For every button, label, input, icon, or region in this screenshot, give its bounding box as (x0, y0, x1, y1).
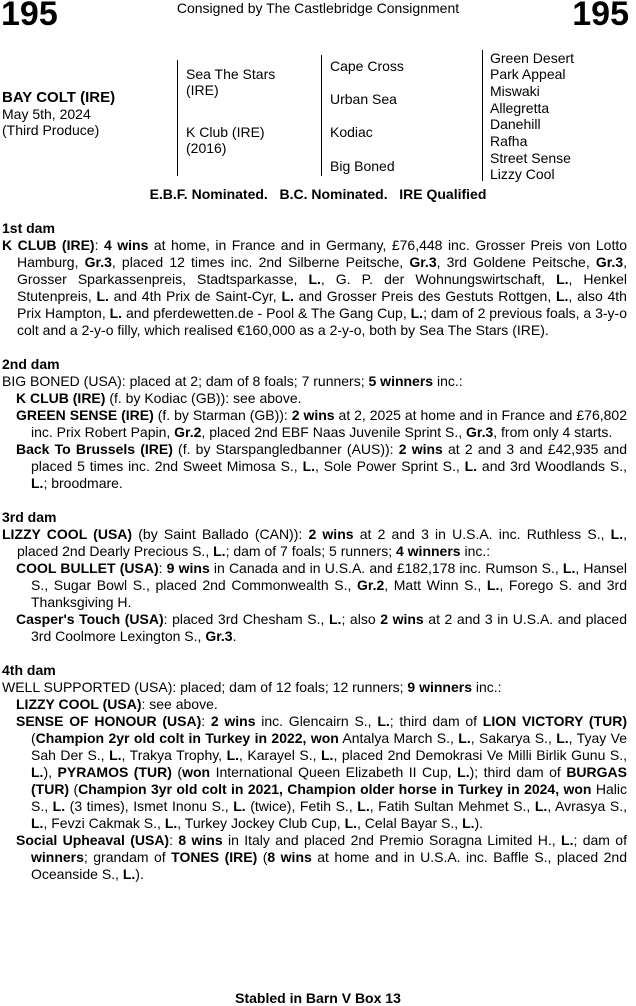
text-run: and 4th Prix de Saint-Cyr, (108, 288, 282, 304)
text-run: , Henkel Stutenpreis, (17, 271, 628, 304)
bold-text: L. (31, 475, 44, 491)
bold-text: K CLUB (IRE) (2, 237, 95, 253)
text-run: ). (135, 866, 144, 882)
pedigree-g3-5: Danehill (490, 116, 541, 132)
text-run: Halic S., (31, 781, 627, 814)
pedigree-entry (2, 696, 627, 713)
text-run: , Hansel S., Sugar Bowl S., placed 2nd Commonwealth S., (31, 560, 628, 593)
bold-text: 2 wins (308, 526, 354, 542)
bold-text: 4 winners (395, 543, 461, 559)
text-run: , Trakya Trophy, (121, 747, 227, 763)
bold-text: L. (561, 832, 574, 848)
bold-text: 2 wins (210, 713, 256, 729)
text-run: : (158, 560, 167, 576)
text-run: (by Saint Ballado (CAN)): (132, 526, 309, 542)
bold-text: L. (556, 271, 569, 287)
bold-text: 5 winners (368, 373, 434, 389)
bold-text: L. (556, 730, 569, 746)
text-run: (f. by Starman (GB)): (153, 407, 292, 423)
text-run: and Grosser Preis des Gestuts Rottgen, (293, 288, 556, 304)
bold-text: L. (458, 730, 471, 746)
bold-text: won (182, 764, 211, 780)
bold-text: Gr.3 (409, 254, 437, 270)
pedigree-entry (2, 679, 627, 696)
text-run: , Sakarya S., (470, 730, 557, 746)
bold-text: COOL BULLET (USA) (16, 560, 159, 576)
bold-text: LIZZY COOL (USA) (2, 526, 133, 542)
pedigree-g3-8: Lizzy Cool (490, 166, 555, 182)
bold-text: 9 wins (166, 560, 210, 576)
bold-text: BURGAS (TUR) (31, 764, 627, 797)
text-run: inc.: (433, 373, 463, 389)
text-run: , placed 12 times inc. 2nd Silberne Peitsche, (111, 254, 410, 270)
bold-text: 4 wins (103, 237, 149, 253)
bold-text: PYRAMOS (TUR) (57, 764, 172, 780)
bold-text: L. (410, 305, 424, 321)
bold-text: L. (610, 526, 624, 542)
text-run: : (169, 832, 179, 848)
text-run: , Fatih Sultan Mehmet S., (369, 798, 535, 814)
text-run: Antalya March S., (338, 730, 459, 746)
bold-text: L. (457, 764, 470, 780)
text-run: . (232, 628, 237, 644)
text-run: , Fevzi Cakmak S., (43, 815, 165, 831)
bold-text: L. (555, 288, 569, 304)
text-run: in Italy and placed 2nd Premio Soragna Limited H., (222, 832, 562, 848)
horse-identity (2, 90, 115, 138)
lot-number-right: 195 (572, 0, 629, 33)
pedigree-g3-4: Allegretta (490, 100, 550, 116)
bold-text: L. (344, 815, 358, 831)
catalogue-content (2, 220, 627, 883)
pedigree-g3-3: Miswaki (490, 83, 540, 99)
bold-text: LION VICTORY (TUR) (482, 713, 628, 729)
text-run: , placed 2nd EBF Naas Juvenile Sprint S., (201, 424, 467, 440)
pedigree-g3-6: Rafha (490, 133, 528, 149)
bold-text: winners (31, 849, 84, 865)
pedigree-divider-1 (177, 60, 178, 176)
text-run: ( (171, 764, 183, 780)
text-run: International Queen Elizabeth II Cup, (210, 764, 458, 780)
pedigree-divider-2 (321, 55, 322, 176)
bold-text: Gr.3 (595, 254, 624, 270)
text-run: ). (474, 815, 484, 831)
bold-text: L. (302, 458, 316, 474)
text-run: , Forego S. and 3rd Thanksgiving H. (31, 577, 627, 610)
pedigree-sire-sire: Cape Cross (330, 58, 404, 74)
text-run: (f. by Kodiac (GB)): see above. (105, 390, 302, 406)
bold-text: L. (464, 458, 478, 474)
stabling-line: Stabled in Barn V Box 13 (235, 990, 401, 1006)
bold-text: LIZZY COOL (USA) (16, 696, 142, 712)
text-run: , Karayel S., (239, 747, 321, 763)
text-run: , 3rd Goldene Peitsche, (436, 254, 596, 270)
bold-text: TONES (IRE) (171, 849, 258, 865)
bold-text: L. (377, 713, 390, 729)
section-heading: 4th dam (2, 662, 56, 678)
bold-text: K CLUB (IRE) (16, 390, 106, 406)
lot-number-left: 195 (1, 0, 58, 33)
pedigree-g3-2: Park Appeal (490, 66, 566, 82)
consignor-line: Consigned by The Castlebridge Consignment (176, 0, 460, 16)
text-run: , Turkey Jockey Club Cup, (177, 815, 345, 831)
bold-text: L. (213, 543, 226, 559)
bold-text: L. (52, 798, 66, 814)
bold-text: L. (226, 747, 240, 763)
pedigree-dam: K Club (IRE) (2016) (186, 124, 265, 156)
bold-text: Champion 3yr old colt in 2021, Champion older horse in Turkey in 2024, won (78, 781, 592, 797)
bold-text: L. (96, 288, 109, 304)
text-run: at home, in France and in Germany, £76,448 inc. Grosser Preis von Lotto Hamburg, (17, 237, 628, 270)
text-run: inc.: (460, 543, 491, 559)
horse-foaled: May 5th, 2024 (2, 106, 91, 122)
text-run: inc. Glencairn S., (255, 713, 378, 729)
pedigree-sire: Sea The Stars (IRE) (186, 66, 276, 98)
horse-produce: (Third Produce) (2, 122, 100, 138)
text-run: ( (69, 781, 79, 797)
section-heading: 3rd dam (2, 509, 57, 525)
text-run: , G. P. der Wohnungswirtschaft, (320, 271, 557, 287)
text-run: ; dam of (573, 832, 627, 848)
bold-text: Casper's Touch (USA) (16, 611, 164, 627)
section-heading: 1st dam (2, 220, 55, 236)
bold-text: Gr.3 (205, 628, 233, 644)
pedigree-dam-dam: Big Boned (330, 158, 395, 174)
bold-text: L. (31, 815, 44, 831)
bold-text: Social Upheaval (USA) (16, 832, 170, 848)
bold-text: SENSE OF HONOUR (USA) (16, 713, 202, 729)
text-run: in Canada and in U.S.A. and £182,178 inc. Rumson S., (209, 560, 563, 576)
text-run: ; broodmare. (43, 475, 123, 491)
text-run: ; third dam of (389, 713, 483, 729)
text-run: at 2, 2025 at home and in France and £76,802 inc. Prix Robert Papin, (31, 407, 627, 440)
text-run: ; dam of 2 previous foals, a 3-y-o colt and a 2-y-o filly, which realised €160,000 as a 2-y-o, both by Sea The Stars (IRE). (17, 305, 628, 338)
pedigree-entry (2, 611, 627, 645)
text-run: : (94, 237, 104, 253)
text-run: at 2 and 3 and £42,935 and placed 5 times inc. 2nd Sweet Mimosa S., (31, 441, 628, 474)
text-run: and 3rd Woodlands S., (477, 458, 628, 474)
bold-text: L. (321, 747, 334, 763)
pedigree-entry (2, 832, 627, 883)
bold-text: Gr.2 (174, 424, 202, 440)
text-run: , placed 2nd Dearly Precious S., (17, 526, 627, 559)
text-run: , Avrasya S., (547, 798, 627, 814)
text-run: : see above. (141, 696, 218, 712)
pedigree-entry (2, 373, 627, 390)
bold-text: L. (281, 288, 294, 304)
text-run: ; also (341, 611, 381, 627)
bold-text: L. (122, 866, 136, 882)
text-run: WELL SUPPORTED (USA): placed; dam of 12 foals; 12 runners; (2, 679, 408, 695)
bold-text: Gr.3 (466, 424, 494, 440)
bold-text: 2 wins (291, 407, 335, 423)
bold-text: Champion 2yr old colt in Turkey in 2022, won (35, 730, 339, 746)
text-run: , placed 2nd Demokrasi Ve Milli Birlik Gunu S., (333, 747, 627, 763)
bold-text: L. (109, 305, 123, 321)
bold-text: L. (562, 560, 576, 576)
text-run: , Celal Bayar S., (357, 815, 463, 831)
horse-name: BAY COLT (IRE) (2, 89, 116, 106)
bold-text: L. (109, 747, 122, 763)
text-run: (f. by Starspangledbanner (AUS)): (172, 441, 399, 457)
pedigree-divider-3 (482, 50, 483, 181)
text-run: ; dam of 7 foals; 5 runners; (225, 543, 396, 559)
bold-text: L. (308, 271, 321, 287)
bold-text: L. (462, 815, 475, 831)
text-run: inc.: (472, 679, 502, 695)
pedigree-entry (2, 441, 627, 492)
bold-text: L. (534, 798, 548, 814)
pedigree-entry (2, 560, 627, 611)
bold-text: 2 wins (380, 611, 424, 627)
bold-text: 8 wins (267, 849, 312, 865)
pedigree-g3-7: Street Sense (490, 150, 571, 166)
pedigree-entry (2, 390, 627, 407)
text-run: : placed 3rd Chesham S., (163, 611, 329, 627)
text-run: (3 times), Ismet Inonu S., (65, 798, 234, 814)
text-run: BIG BONED (USA): placed at 2; dam of 8 foals; 7 runners; (2, 373, 369, 389)
text-run: and pferdewetten.de - Pool & The Gang Cup, (122, 305, 411, 321)
bold-text: GREEN SENSE (IRE) (16, 407, 154, 423)
pedigree-entry (2, 526, 627, 560)
bold-text: L. (31, 764, 44, 780)
text-run: ( (31, 730, 36, 746)
text-run: at home and in U.S.A. inc. Baffle S., placed 2nd Oceanside S., (31, 849, 627, 882)
text-run: at 2 and 3 in U.S.A. inc. Ruthless S., (353, 526, 611, 542)
pedigree-g3-1: Green Desert (490, 50, 575, 66)
text-run: , from only 4 starts. (493, 424, 613, 440)
bold-text: 9 winners (407, 679, 472, 695)
text-run: , Sole Power Sprint S., (315, 458, 465, 474)
bold-text: L. (357, 798, 370, 814)
text-run: (twice), Fetih S., (245, 798, 358, 814)
bold-text: L. (164, 815, 178, 831)
pedigree-entry (2, 237, 627, 339)
section-heading: 2nd dam (2, 356, 60, 372)
text-run: ( (257, 849, 268, 865)
text-run: ), (43, 764, 58, 780)
bold-text: L. (486, 577, 500, 593)
text-run: , Tyay Ve Sah Der S., (31, 730, 627, 763)
text-run: , Grosser Sparkassenpreis, Stadtsparkasse, (17, 254, 627, 287)
bold-text: 8 wins (178, 832, 223, 848)
bold-text: 2 wins (398, 441, 443, 457)
text-run: ); third dam of (469, 764, 567, 780)
bold-text: L. (233, 798, 246, 814)
text-run: ; grandam of (83, 849, 172, 865)
text-run: , Matt Winn S., (384, 577, 487, 593)
pedigree-sire-dam: Urban Sea (330, 91, 397, 107)
pedigree-entry (2, 713, 627, 832)
qualifications-line: E.B.F. Nominated. B.C. Nominated. IRE Qualified (149, 186, 487, 202)
bold-text: Gr.3 (84, 254, 112, 270)
text-run: at 2 and 3 in U.S.A. and placed 3rd Coolmore Lexington S., (31, 611, 627, 644)
pedigree-dam-sire: Kodiac (330, 124, 373, 140)
bold-text: Back To Brussels (IRE) (16, 441, 173, 457)
bold-text: Gr.2 (357, 577, 385, 593)
pedigree-entry (2, 407, 627, 441)
text-run: , also 4th Prix Hampton, (17, 288, 627, 321)
bold-text: L. (328, 611, 342, 627)
text-run: : (201, 713, 211, 729)
